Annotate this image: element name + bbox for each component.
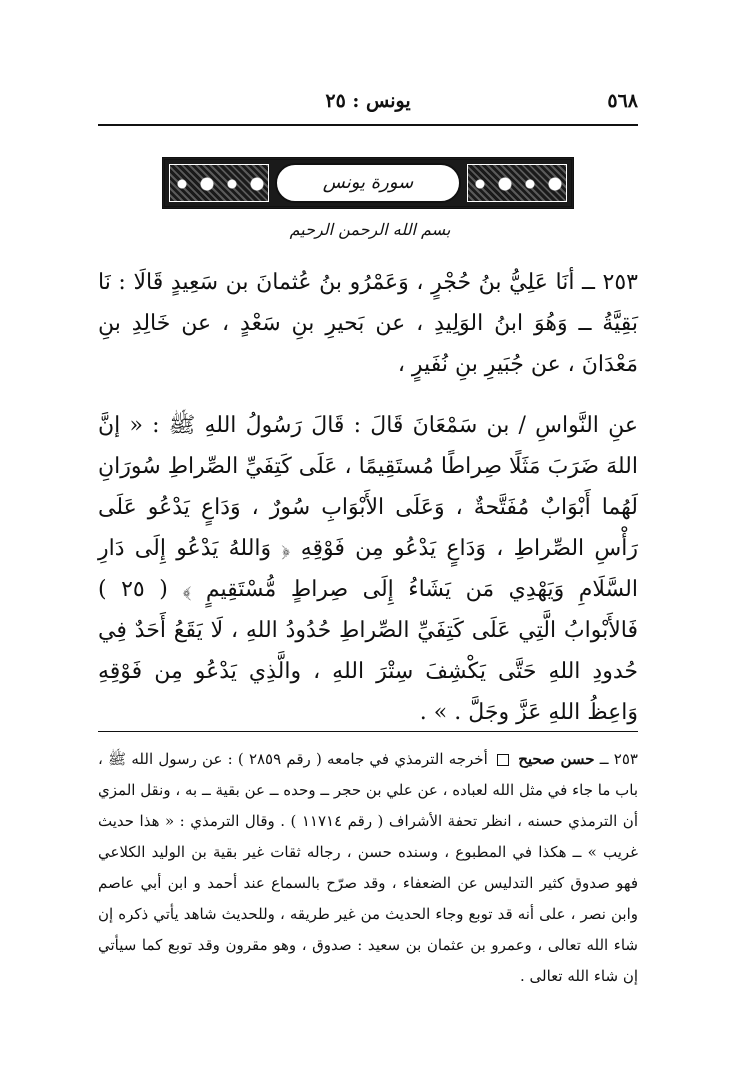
surah-title: سورة يونس [275,163,461,203]
page-header [98,88,638,118]
hadith-matn: عنِ النَّواسِ / بن سَمْعَانَ قَالَ : قَالَ رَسُولُ اللهِ ﷺ : « إنَّ اللهَ ضَرَبَ مَثَلًا صِراطًا مُستَقِيمًا ، عَلَى كَتِفَيِّ الصِّراطِ سُورَانِ لَهُما أَبْوَابٌ مُفَتَّحةٌ ، وَعَلَى الأَبْوَابِ سُورٌ ، وَدَاعٍ يَدْعُو عَلَى رَأْسِ الصِّراطِ ، وَدَاعٍ يَدْعُو مِن فَوْقِهِ ﴿ وَاللهُ يَدْعُو إِلَى دَارِ السَّلَامِ وَيَهْدِي مَن يَشَاءُ إِلَى صِراطٍ مُّسْتَقِيمٍ ﴾ ( ٢٥ ) فَالأَبْوابُ الَّتِي عَلَى كَتِفَيِّ الصِّراطِ حُدُودُ اللهِ ، لَا يَقَعُ أَحَدٌ فِي حُدودِ اللهِ حَتَّى يَكْشِفَ سِتْرَ اللهِ ، والَّذِي يَدْعُو مِن فَوْقِهِ وَاعِظُ اللهِ عَزَّ وجَلَّ . » . [98,413,638,725]
ornament-right-icon [467,164,567,202]
ornament-left-icon [169,164,269,202]
footnote-text: أخرجه الترمذي في جامعه ( رقم ٢٨٥٩ ) : عن رسول الله ﷺ ، باب ما جاء في مثل الله لعباده ، عن علي بن حجر ــ وحده ــ عن بقية ــ به ، ونقل المزي أن الترمذي حسنه ، انظر تحفة الأشراف ( رقم ١١٧١٤ ) . وقال الترمذي : « هذا حديث غريب » ــ هكذا في المطبوع ، وسنده حسن ، رجاله ثقات غير بقية بن الوليد الكلاعي فهو صدوق كثير التدليس عن الضعفاء ، وقد صرّح بالسماع عند أحمد و ابن أبي عاصم وابن نصر ، على أنه قد توبع وجاء الحديث من غير طريقه ، وللحديث شاهد يأتي ذكره إن شاء الله تعالى ، وعمرو بن عثمان بن سعيد : صدوق ، وهو مقرون وقد توبع كما سيأتي إن شاء الله تعالى . [98,750,638,985]
square-marker-icon [497,754,509,766]
footnote [98,744,638,992]
footnote-rule [98,731,638,732]
surah-banner [162,157,574,209]
page-number: ٥٦٨ [607,90,638,112]
basmala: بسم الله الرحمن الرحيم [289,220,451,239]
hadith-isnad: ٢٥٣ ــ أنَا عَلِيُّ بنُ حُجْرٍ ، وَعَمْرُو بنُ عُثمانَ بن سَعِيدٍ قَالَا : نَا بَقِيَّةُ ــ وَهُوَ ابنُ الوَلِيدِ ، عن بَحيرِ بنِ سَعْدٍ ، عن خَالِدِ بنِ مَعْدَانَ ، عن جُبَيرِ بنِ نُفَيرٍ ، [98,270,638,377]
footnote-number: ٢٥٣ ــ [599,750,638,768]
footnote-grade: حسن صحيح [518,750,595,768]
running-title: يونس : ٢٥ [325,90,411,112]
header-rule [98,124,638,126]
